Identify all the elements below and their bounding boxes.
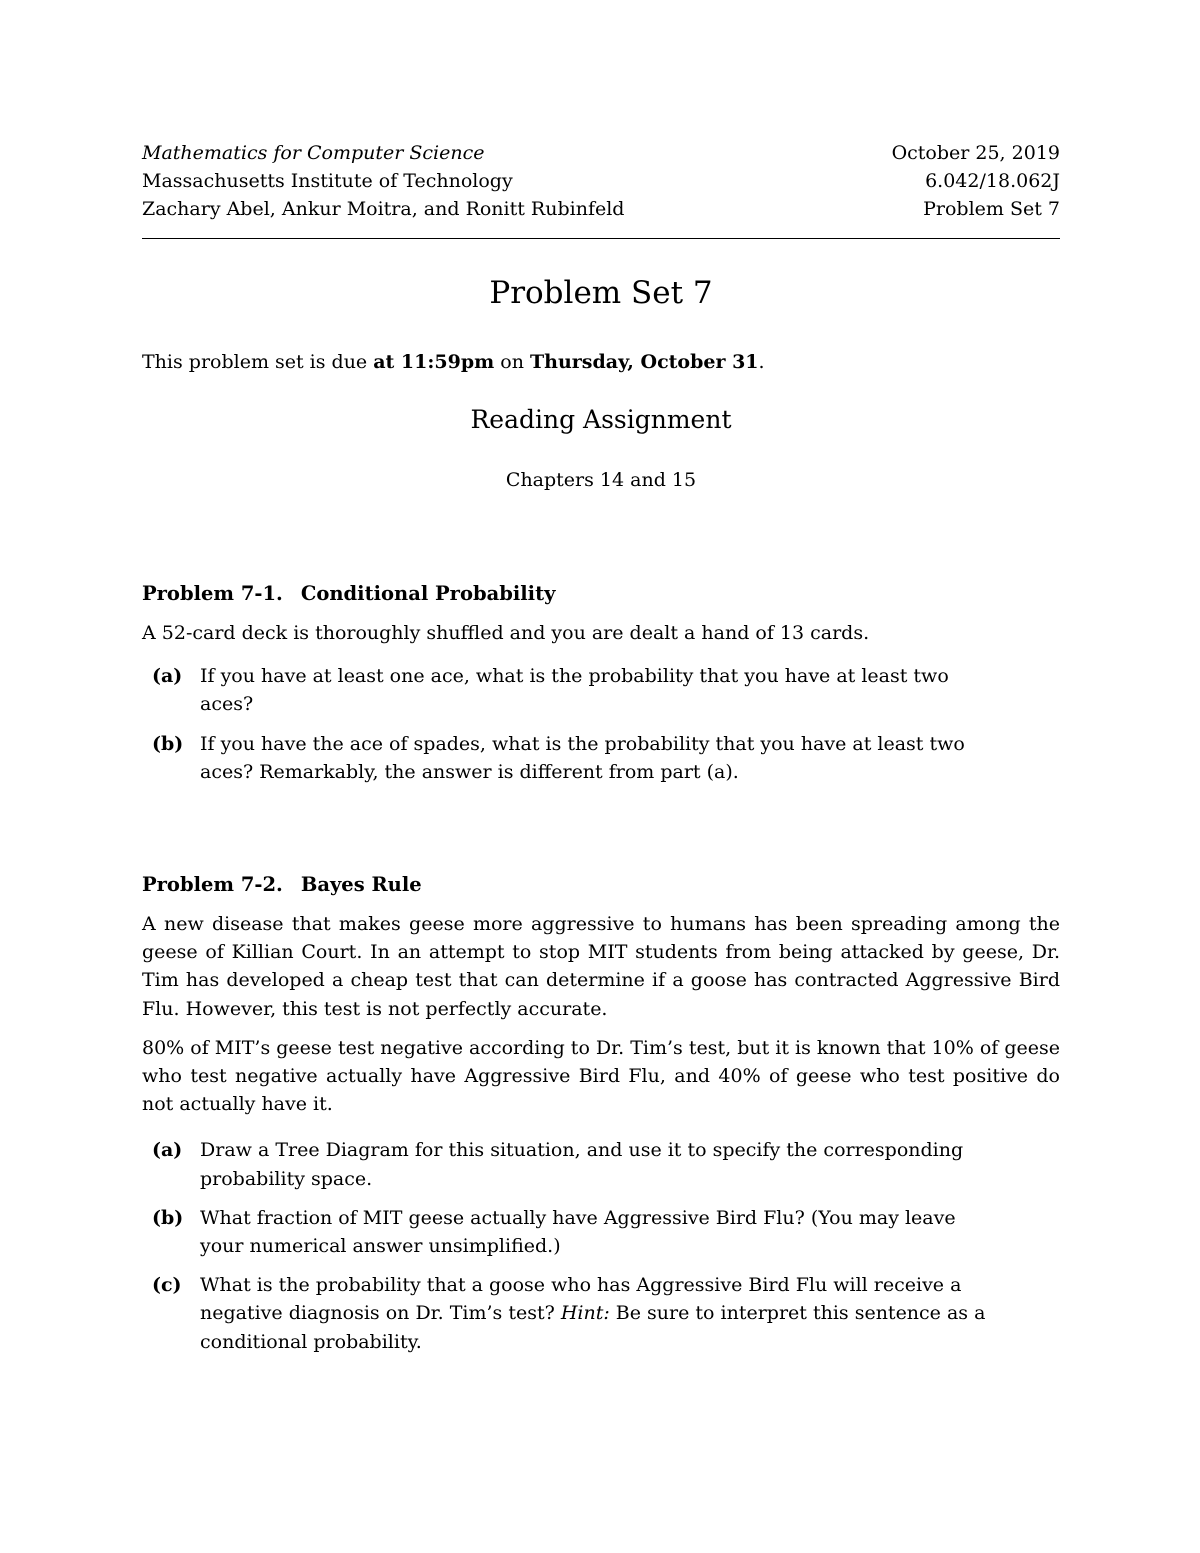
problem-7-2 xyxy=(142,871,1060,1367)
due-day: Thursday, October 31 xyxy=(530,351,759,373)
problem-7-1 xyxy=(142,580,1060,797)
due-prefix: This problem set is due xyxy=(142,351,374,373)
course-number: 6.042/18.062J xyxy=(925,170,1060,192)
problem-part-a xyxy=(142,1136,1060,1192)
header-row-1 xyxy=(142,139,1060,167)
part-label: (a) xyxy=(152,665,183,688)
problem-part-a xyxy=(142,662,1060,718)
part-label: (b) xyxy=(152,1206,184,1229)
due-time: at 11:59pm xyxy=(373,351,495,373)
problem-title: Conditional Probability xyxy=(300,582,556,605)
part-label: (a) xyxy=(152,1139,183,1162)
problem-part-c xyxy=(142,1271,1060,1356)
problem-part-b xyxy=(142,730,1060,786)
problem-intro: A 52-card deck is thoroughly shuffled and you are dealt a hand of 13 cards. xyxy=(142,622,870,644)
part-text: Draw a Tree Diagram for this situation, and use it to specify the corresponding probability space. xyxy=(200,1139,964,1190)
header-divider xyxy=(142,238,1060,239)
page-header xyxy=(142,139,1060,223)
part-text: If you have the ace of spades, what is the probability that you have at least two aces? Remarkably, the answer is different from part (a). xyxy=(200,732,965,783)
problem-paragraph-1: A new disease that makes geese more aggressive to humans has been spreading among the geese of Killian Court. In an attempt to stop MIT students from being attacked by geese, Dr. Tim has developed a cheap test that can determine if a goose has contracted Aggressive Bird Flu. However, this test is not perfectly accurate. xyxy=(142,913,1060,1020)
header-row-3 xyxy=(142,195,1060,223)
instructors: Zachary Abel, Ankur Moitra, and Ronitt Rubinfeld xyxy=(142,198,625,220)
reading-heading: Reading Assignment xyxy=(470,405,732,434)
part-label: (c) xyxy=(152,1274,182,1297)
header-date: October 25, 2019 xyxy=(891,142,1060,164)
problem-number: Problem 7-1. xyxy=(142,582,283,605)
document-page xyxy=(142,0,1060,1553)
part-text: What fraction of MIT geese actually have Aggressive Bird Flu? (You may leave your numerical answer unsimplified.) xyxy=(200,1206,956,1258)
problem-part-b xyxy=(142,1204,1060,1260)
problem-heading xyxy=(142,580,1060,608)
problem-parts xyxy=(142,1136,1060,1355)
reading-text: Chapters 14 and 15 xyxy=(505,469,697,491)
part-text-before: What is the probability that a goose who has Aggressive Bird Flu will receive a negative diagnosis on Dr. Tim’s test? xyxy=(200,1274,962,1325)
due-suffix: . xyxy=(758,351,765,373)
problem-title: Bayes Rule xyxy=(300,873,422,896)
set-label: Problem Set 7 xyxy=(923,198,1060,220)
part-label: (b) xyxy=(152,732,184,755)
part-text-after: Be sure to interpret this sentence as a conditional probability. xyxy=(200,1302,986,1353)
course-name: Mathematics for Computer Science xyxy=(142,142,485,164)
problem-heading xyxy=(142,871,1060,899)
problem-paragraph-2: 80% of MIT’s geese test negative according to Dr. Tim’s test, but it is known that 10% of geese who test negative actually have Aggressive Bird Flu, and 40% of geese who test positive do not actually have it. xyxy=(142,1036,1060,1116)
header-row-2 xyxy=(142,167,1060,195)
due-middle: on xyxy=(494,351,530,373)
due-statement xyxy=(142,348,1060,376)
institution: Massachusetts Institute of Technology xyxy=(142,170,513,192)
part-text xyxy=(200,1271,1002,1356)
page-title: Problem Set 7 xyxy=(489,275,713,311)
part-text: If you have at least one ace, what is the probability that you have at least two aces? xyxy=(200,665,949,716)
problem-number: Problem 7-2. xyxy=(142,873,283,896)
problem-parts xyxy=(142,662,1060,786)
hint-label: Hint: xyxy=(560,1302,610,1325)
